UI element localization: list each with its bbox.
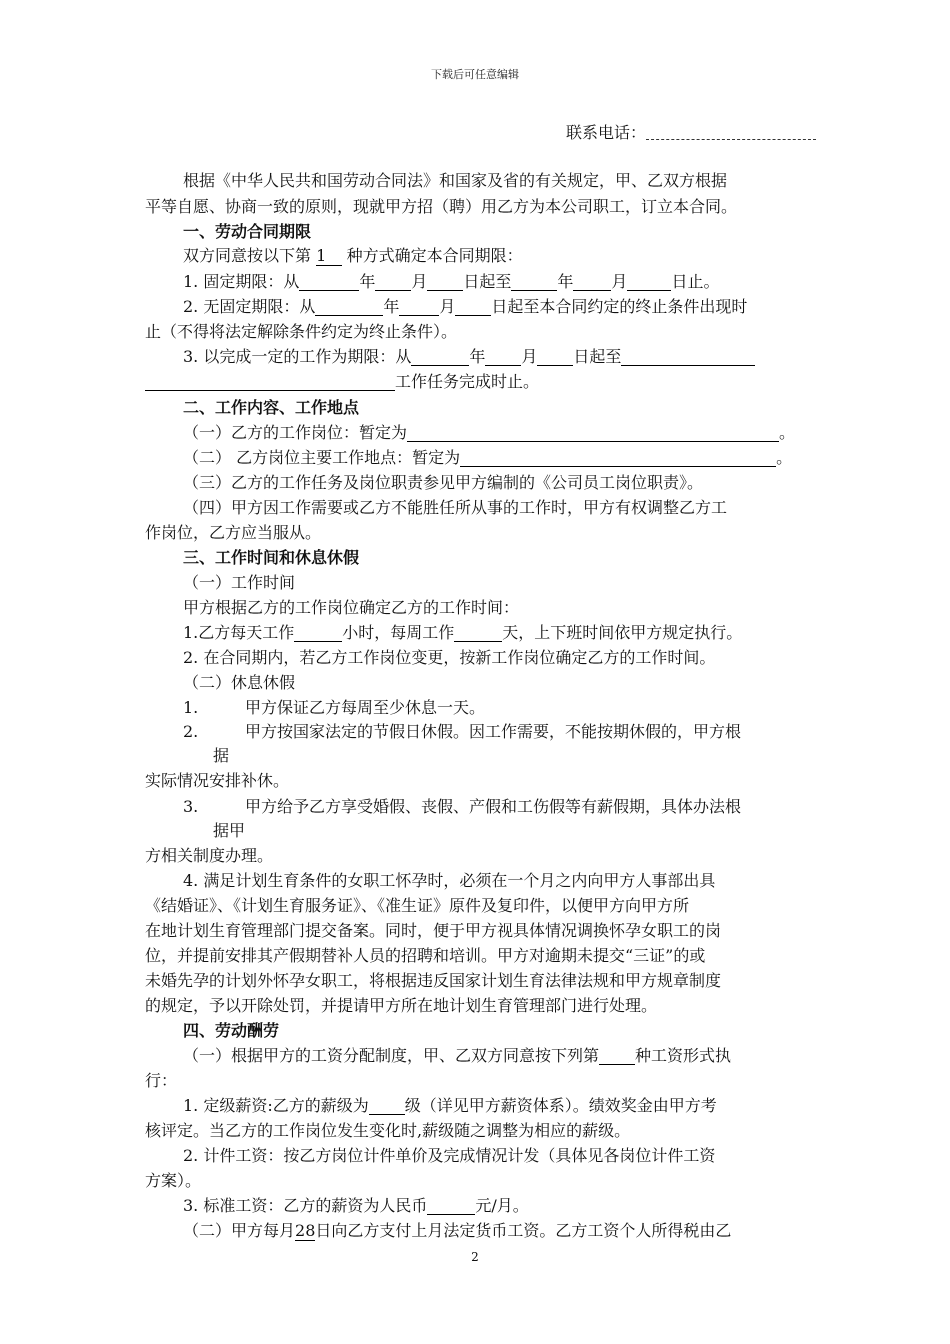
work-location [183, 448, 792, 468]
leave-item-2-cont: 实际情况安排补休。 [145, 771, 290, 790]
task-day-text: 日起至 [573, 347, 622, 366]
section-4-title: 四、劳动酬劳 [183, 1021, 280, 1040]
maternity-line-4: 位，并提前安排其产假期替补人员的招聘和培训。甲方对逾期未提交“三证”的或 [145, 946, 706, 965]
intro-line-1: 根据《中华人民共和国劳动合同法》和国家及省的有关规定，甲、乙双方根据 [183, 171, 728, 190]
open-start-day-blank[interactable] [455, 297, 491, 316]
fixed-start-year-blank[interactable] [299, 272, 359, 291]
job-duties: （三）乙方的工作任务及岗位职责参见甲方编制的《公司员工岗位职责》。 [183, 473, 704, 492]
wage-form-cont: 行： [145, 1071, 178, 1090]
leave-item-2: 甲方按国家法定的节假日休假。因工作需要，不能按期休假的，甲方根 [245, 722, 742, 741]
standard-wage-pre: 3. 标准工资：乙方的薪资为人民币 [183, 1196, 428, 1215]
fixed-end-year-text: 年 [557, 272, 574, 291]
work-location-label: （二） 乙方岗位主要工作地点：暂定为 [183, 448, 461, 467]
work-location-blank[interactable] [460, 448, 776, 467]
task-description-blank[interactable] [145, 372, 395, 391]
work-hours-pre: 1.乙方每天工作 [183, 623, 295, 642]
task-year-text: 年 [469, 347, 486, 366]
pay-date-pre: （二）甲方每月 [183, 1221, 296, 1240]
term-task-line-2 [145, 372, 539, 392]
term-agreement-pre: 双方同意按以下第 [183, 246, 312, 265]
work-hours-post: 天，上下班时间依甲方规定执行。 [502, 623, 743, 642]
term-agreement [183, 246, 523, 266]
contact-phone [566, 120, 816, 143]
term-open-line-2: 止（不得将法定解除条件约定为终止条件）。 [145, 322, 458, 341]
job-position-label: （一）乙方的工作岗位：暂定为 [183, 423, 408, 442]
job-position [183, 423, 795, 443]
job-position-blank[interactable] [407, 423, 779, 442]
term-fixed-label: 1. 固定期限：从 [183, 272, 300, 291]
wage-form-post: 种工资形式执 [635, 1046, 732, 1065]
term-fixed [183, 272, 719, 292]
job-position-period: 。 [779, 423, 796, 442]
intro-line-2: 平等自愿、协商一致的原则，现就甲方招（聘）用乙方为本公司职工，订立本合同。 [145, 197, 738, 216]
job-adjust-line-2: 作岗位，乙方应当服从。 [145, 523, 322, 542]
work-hours [183, 623, 742, 643]
maternity-line-2: 《结婚证》、《计划生育服务证》、《准生证》原件及复印件，以便甲方向甲方所 [145, 896, 690, 915]
term-agreement-post: 种方式确定本合同期限： [346, 246, 523, 265]
leave-subtitle: （二）休息休假 [183, 673, 296, 692]
wage-form-pre: （一）根据甲方的工资分配制度，甲、乙双方同意按下列第 [183, 1046, 600, 1065]
grade-salary-pre: 1. 定级薪资:乙方的薪级为 [183, 1096, 369, 1115]
standard-wage [183, 1196, 529, 1216]
grade-salary [183, 1096, 717, 1116]
task-start-year-blank[interactable] [411, 347, 469, 366]
grade-salary-post: 级（详见甲方薪资体系）。绩效奖金由甲方考 [404, 1096, 717, 1115]
standard-wage-post: 元/月。 [475, 1196, 529, 1215]
maternity-line-5: 未婚先孕的计划外怀孕女职工，将根据违反国家计划生育法律法规和甲方规章制度 [145, 971, 722, 990]
leave-item-3: 甲方给予乙方享受婚假、丧假、产假和工伤假等有薪假期，具体办法根 [245, 797, 742, 816]
maternity-line-3: 在地计划生育管理部门提交备案。同时，便于甲方视具体情况调换怀孕女职工的岗 [145, 921, 722, 940]
fixed-year-text: 年 [359, 272, 376, 291]
leave-item-1-number: 1. [183, 698, 199, 717]
open-month-text: 月 [439, 297, 456, 316]
maternity-line-1: 4. 满足计划生育条件的女职工怀孕时，必须在一个月之内向甲方人事部出具 [183, 871, 716, 890]
piece-wage: 2. 计件工资：按乙方岗位计件单价及完成情况计发（具体见各岗位计件工资 [183, 1146, 716, 1165]
maternity-line-6: 的规定，予以开除处罚，并提请甲方所在地计划生育管理部门进行处理。 [145, 996, 658, 1015]
leave-item-3-cont: 方相关制度办理。 [145, 846, 274, 865]
task-until-blank[interactable] [621, 347, 755, 366]
header-note: 下载后可任意编辑 [431, 68, 519, 81]
open-year-text: 年 [383, 297, 400, 316]
fixed-end-text: 日止。 [671, 272, 720, 291]
job-adjust-line-1: （四）甲方因工作需要或乙方不能胜任所从事的工作时，甲方有权调整乙方工 [183, 498, 728, 517]
leave-item-3-number: 3. [183, 797, 199, 816]
pay-date [183, 1221, 731, 1241]
contact-phone-blank[interactable] [646, 123, 816, 140]
contact-phone-label: 联系电话： [566, 123, 647, 142]
term-task-label: 3. 以完成一定的工作为期限：从 [183, 347, 412, 366]
open-day-text: 日起至本合同约定的终止条件出现时 [491, 297, 748, 316]
fixed-start-day-blank[interactable] [427, 272, 463, 291]
fixed-start-month-blank[interactable] [375, 272, 411, 291]
work-time-change: 2. 在合同期内，若乙方工作岗位变更，按新工作岗位确定乙方的工作时间。 [183, 648, 716, 667]
work-time-subtitle: （一）工作时间 [183, 573, 296, 592]
leave-item-2-number: 2. [183, 722, 199, 741]
task-start-month-blank[interactable] [485, 347, 521, 366]
section-1-title: 一、劳动合同期限 [183, 222, 312, 241]
term-open [183, 297, 747, 317]
wage-form [183, 1046, 731, 1066]
weekly-days-blank[interactable] [454, 623, 502, 642]
fixed-end-month-blank[interactable] [573, 272, 611, 291]
leave-item-1: 甲方保证乙方每周至少休息一天。 [245, 698, 486, 717]
term-method-number[interactable]: 1 [316, 246, 327, 265]
pay-day-number[interactable]: 28 [295, 1221, 316, 1240]
fixed-end-year-blank[interactable] [511, 272, 557, 291]
salary-grade-blank[interactable] [369, 1096, 405, 1115]
pay-date-post: 日向乙方支付上月法定货币工资。乙方工资个人所得税由乙 [315, 1221, 732, 1240]
fixed-end-month-text: 月 [611, 272, 628, 291]
task-end-text: 工作任务完成时止。 [395, 372, 540, 391]
grade-salary-cont: 核评定。当乙方的工作岗位发生变化时,薪级随之调整为相应的薪级。 [145, 1121, 631, 1140]
leave-item-3-wrap: 据甲 [213, 821, 246, 840]
open-start-month-blank[interactable] [399, 297, 439, 316]
term-task [183, 347, 755, 367]
task-start-day-blank[interactable] [537, 347, 573, 366]
page-number: 2 [471, 1250, 479, 1264]
term-open-label: 2. 无固定期限：从 [183, 297, 316, 316]
fixed-end-day-blank[interactable] [627, 272, 671, 291]
section-2-title: 二、工作内容、工作地点 [183, 398, 360, 417]
fixed-day-text: 日起至 [463, 272, 512, 291]
open-start-year-blank[interactable] [315, 297, 383, 316]
salary-amount-blank[interactable] [427, 1196, 475, 1215]
work-time-intro: 甲方根据乙方的工作岗位确定乙方的工作时间： [183, 598, 520, 617]
wage-form-blank[interactable] [599, 1046, 635, 1065]
piece-wage-cont: 方案）。 [145, 1171, 202, 1190]
work-location-period: 。 [776, 448, 793, 467]
daily-hours-blank[interactable] [294, 623, 342, 642]
leave-item-2-wrap: 据 [213, 746, 230, 765]
section-3-title: 三、工作时间和休息休假 [183, 548, 360, 567]
work-hours-mid: 小时，每周工作 [342, 623, 455, 642]
task-month-text: 月 [521, 347, 538, 366]
fixed-month-text: 月 [411, 272, 428, 291]
